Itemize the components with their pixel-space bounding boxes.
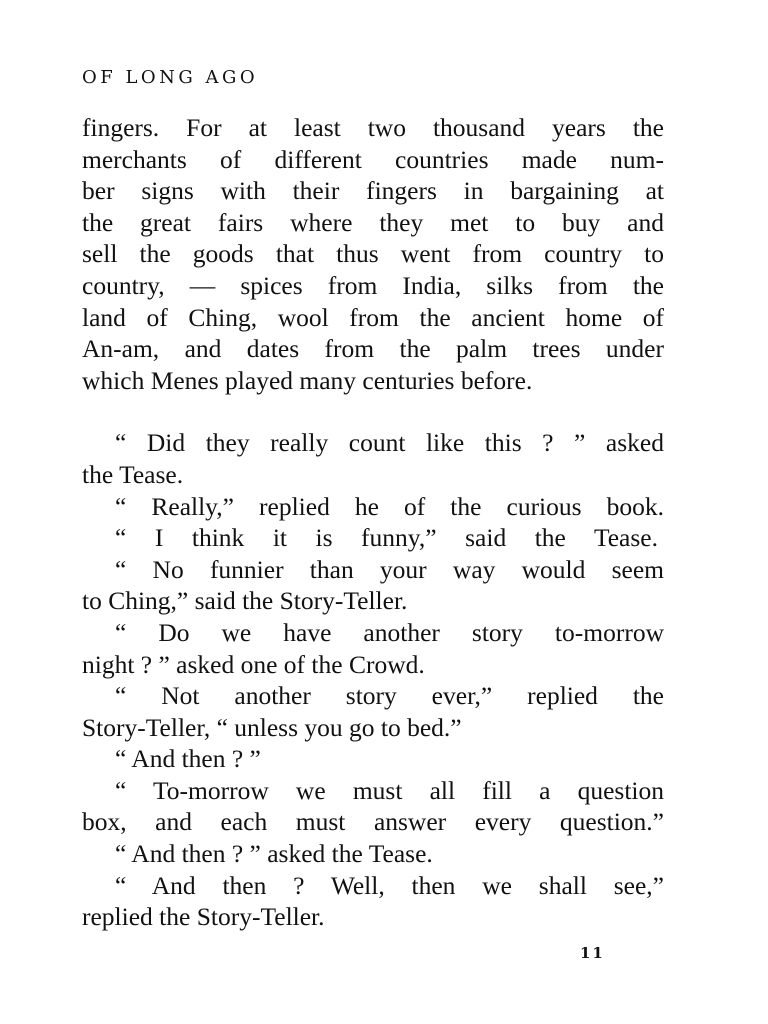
text-line: “ And then ? Well, then we shall see,” xyxy=(115,870,664,900)
text-line: replied the Story-Teller. xyxy=(82,902,325,932)
page-number: 11 xyxy=(580,944,605,962)
text-line: “ I think it is funny,” said the Tease. xyxy=(115,523,658,553)
text-line: “ To-morrow we must all fill a question xyxy=(115,775,664,805)
text-line: “ No funnier than your way would seem xyxy=(115,554,664,584)
text-line: “ And then ? ” xyxy=(115,744,261,774)
text-line: fingers. For at least two thousand years the xyxy=(82,113,664,142)
text-line: An-am, and dates from the palm trees under xyxy=(82,334,664,364)
book-page xyxy=(82,66,664,933)
text-line: which Menes played many centuries before. xyxy=(82,365,533,395)
text-line: land of Ching, wool from the ancient home of xyxy=(82,302,664,332)
text-line: night ? ” asked one of the Crowd. xyxy=(82,649,425,679)
dialogue-paragraph xyxy=(82,870,664,933)
text-line: merchants of different countries made num- xyxy=(82,144,664,174)
dialogue-paragraph xyxy=(82,427,664,490)
paragraph-merchants xyxy=(82,112,664,396)
text-line: “ Really,” replied he of the curious book. xyxy=(115,491,664,521)
text-line: “ Do we have another story to-morrow xyxy=(115,617,664,647)
text-line: country, — spices from India, silks from the xyxy=(82,270,664,300)
dialogue-paragraph xyxy=(82,491,664,523)
text-line: “ Not another story ever,” replied the xyxy=(115,681,664,711)
dialogue-paragraph xyxy=(82,743,664,775)
text-line: box, and each must answer every question.” xyxy=(82,807,664,837)
text-line: the Tease. xyxy=(82,459,184,489)
dialogue-paragraph xyxy=(82,617,664,680)
dialogue-paragraph xyxy=(82,522,664,554)
text-line: “ Did they really count like this ? ” asked xyxy=(115,428,664,458)
text-line: the great fairs where they met to buy and xyxy=(82,207,664,237)
text-line: “ And then ? ” asked the Tease. xyxy=(115,839,433,869)
text-line: ber signs with their fingers in bargaining at xyxy=(82,176,664,206)
text-line: to Ching,” said the Story-Teller. xyxy=(82,586,408,616)
running-head: OF LONG AGO xyxy=(82,67,259,88)
dialogue-paragraph xyxy=(82,680,664,743)
dialogue-paragraph xyxy=(82,554,664,617)
section-gap xyxy=(82,396,664,427)
text-line: Story-Teller, “ unless you go to bed.” xyxy=(82,712,462,742)
text-line: sell the goods that thus went from country to xyxy=(82,239,664,269)
dialogue-paragraph xyxy=(82,838,664,870)
dialogue-paragraph xyxy=(82,775,664,838)
